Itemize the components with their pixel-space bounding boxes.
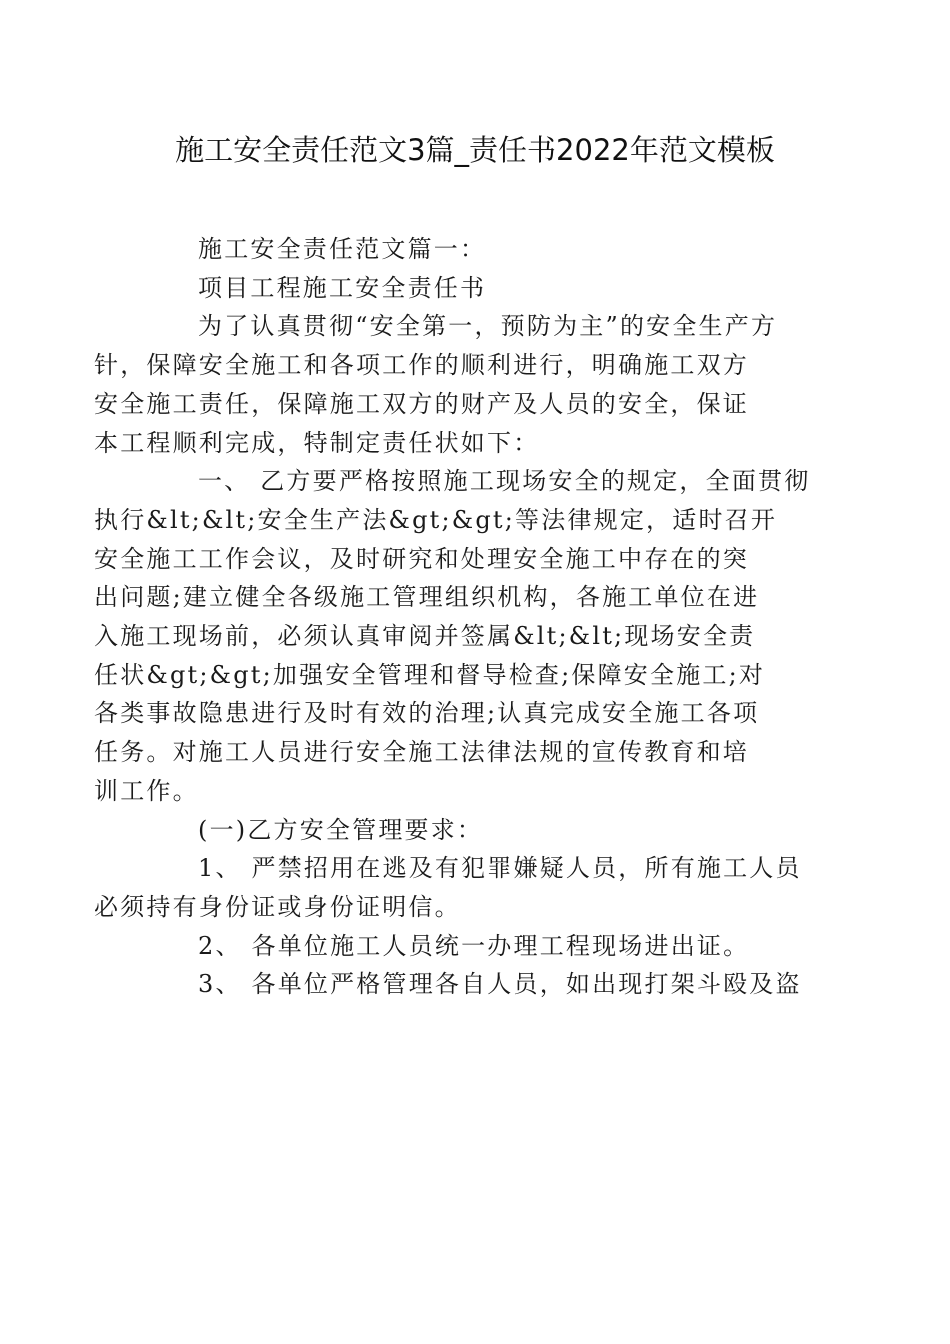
paragraph-subtitle xyxy=(146,269,808,308)
paragraph-item-3 xyxy=(146,965,808,1004)
document-body xyxy=(94,230,811,1004)
text-line: 本工程顺利完成，特制定责任状如下： xyxy=(94,428,540,457)
paragraph-section-heading xyxy=(146,811,808,850)
paragraph-clause-1 xyxy=(94,462,811,810)
text-line: 执行&lt;&lt;安全生产法&gt;&gt;等法律规定，适时召开 xyxy=(94,505,778,534)
text-line: 2、 各单位施工人员统一办理工程现场进出证。 xyxy=(198,931,750,960)
text-line: 出问题;建立健全各级施工管理组织机构，各施工单位在进 xyxy=(94,583,760,612)
text-line: 为了认真贯彻“安全第一，预防为主”的安全生产方 xyxy=(198,312,778,341)
paragraph-item-1 xyxy=(94,849,808,926)
text-line: 一、 乙方要严格按照施工现场安全的规定，全面贯彻 xyxy=(198,467,811,496)
text-line: 针，保障安全施工和各项工作的顺利进行，明确施工双方 xyxy=(94,351,749,380)
text-line: 必须持有身份证或身份证明信。 xyxy=(94,892,461,921)
text-line: 安全施工工作会议，及时研究和处理安全施工中存在的突 xyxy=(94,544,749,573)
paragraph-intro xyxy=(94,307,808,462)
text-line: 训工作。 xyxy=(94,776,199,805)
text-line: 任务。对施工人员进行安全施工法律法规的宣传教育和培 xyxy=(94,738,749,767)
text-line: 施工安全责任范文篇一： xyxy=(198,235,487,263)
text-line: 任状&gt;&gt;加强安全管理和督导检查;保障安全施工;对 xyxy=(94,660,766,689)
text-line: 各类事故隐患进行及时有效的治理;认真完成安全施工各项 xyxy=(94,699,760,728)
text-line: 入施工现场前，必须认真审阅并签属&lt;&lt;现场安全责 xyxy=(94,622,756,651)
text-line: 安全施工责任，保障施工双方的财产及人员的安全，保证 xyxy=(94,389,749,418)
document-title: 施工安全责任范文3篇_责任书2022年范文模板 xyxy=(175,133,775,167)
text-line: 3、 各单位严格管理各自人员，如出现打架斗殴及盗 xyxy=(198,970,802,999)
text-line: 1、 严禁招用在逃及有犯罪嫌疑人员，所有施工人员 xyxy=(198,854,802,883)
text-line: 项目工程施工安全责任书 xyxy=(198,273,487,302)
paragraph-item-2 xyxy=(146,927,808,966)
text-line: (一)乙方安全管理要求： xyxy=(198,815,484,844)
paragraph-heading-1 xyxy=(146,230,808,269)
